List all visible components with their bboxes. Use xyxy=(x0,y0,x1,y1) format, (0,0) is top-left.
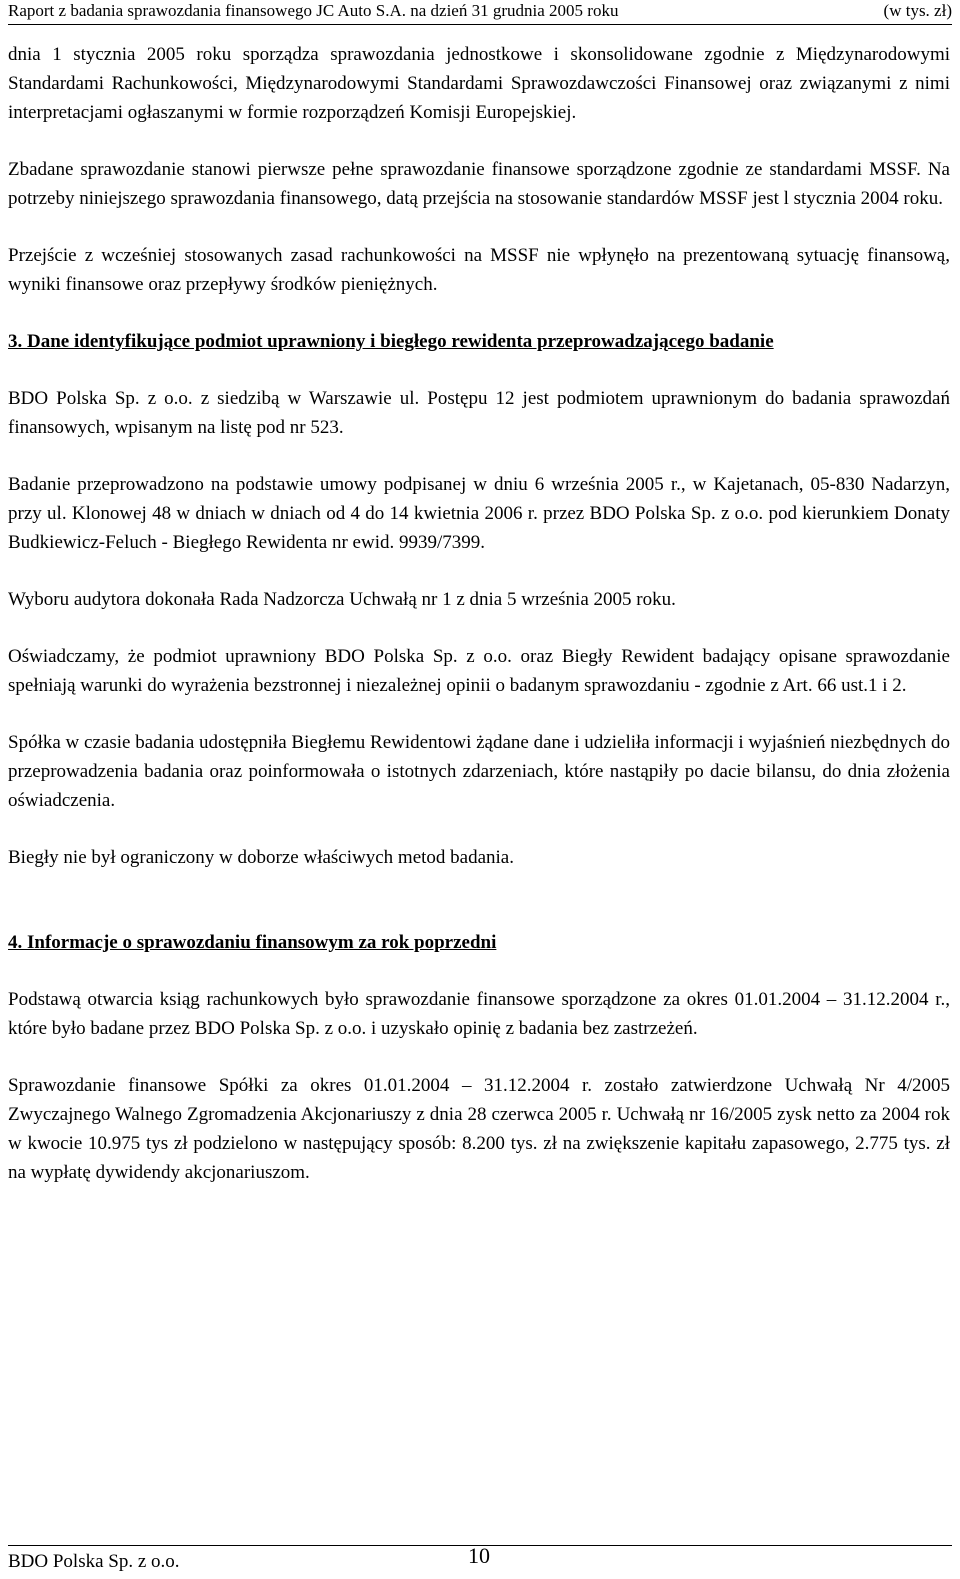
spacer xyxy=(8,900,950,928)
paragraph-standards: dnia 1 stycznia 2005 roku sporządza sprawozdania jednostkowe i skonsolidowane zgodnie z Międzynarodowymi Standardami Rachunkowości, Międzynarodowymi Standardami Sprawozdawczości Finansowej oraz związanymi z nimi interpretacjami ogłaszanymi w formie rozporządzeń Komisji Europejskiej. xyxy=(8,44,950,123)
paragraph-methods: Biegły nie był ograniczony w doborze właściwych metod badania. xyxy=(8,847,514,868)
paragraph-first-mssf: Zbadane sprawozdanie stanowi pierwsze pełne sprawozdanie finansowe sporządzone zgodnie ze standardami MSSF. Na potrzeby niniejszego sprawozdania finansowego, datą przejścia na stosowanie standardów MSSF jest l stycznia 2004 roku. xyxy=(8,159,950,209)
header-title: Raport z badania sprawozdania finansowego JC Auto S.A. na dzień 31 grudnia 2005 roku xyxy=(8,1,619,20)
footer-company: BDO Polska Sp. z o.o. xyxy=(8,1551,180,1572)
page-header xyxy=(8,0,952,25)
paragraph-transition: Przejście z wcześniej stosowanych zasad rachunkowości na MSSF nie wpłynęło na prezentowaną sytuację finansową, wyniki finansowe oraz przepływy środków pieniężnych. xyxy=(8,245,950,295)
paragraph-information: Spółka w czasie badania udostępniła Biegłemu Rewidentowi żądane dane i udzieliła informacji i wyjaśnień niezbędnych do przeprowadzenia badania oraz poinformowała o istotnych zdarzeniach, które nastąpiły po dacie bilansu, do dnia złożenia oświadczenia. xyxy=(8,732,950,811)
document-body xyxy=(8,40,950,1215)
paragraph-approval: Sprawozdanie finansowe Spółki za okres 01.01.2004 – 31.12.2004 r. zostało zatwierdzone Uchwałą Nr 4/2005 Zwyczajnego Walnego Zgromadzenia Akcjonariuszy z dnia 28 czerwca 2005 r. Uchwałą nr 16/2005 zysk netto za 2004 rok w kwocie 10.975 tys zł podzielono w następujący sposób: 8.200 tys. zł na zwiększenie kapitału zapasowego, 2.775 tys. zł na wypłatę dywidendy akcjonariuszom. xyxy=(8,1075,950,1183)
page-footer xyxy=(8,1545,952,1576)
paragraph-audit-contract: Badanie przeprowadzono na podstawie umowy podpisanej w dniu 6 września 2005 r., w Kajetanach, 05-830 Nadarzyn, przy ul. Klonowej 48 w dniach w dniach od 4 do 14 kwietnia 2006 r. przez BDO Polska Sp. z o.o. pod kierunkiem Donaty Budkiewicz-Feluch - Biegłego Rewidenta nr ewid. 9939/7399. xyxy=(8,474,950,553)
paragraph-auditor-choice: Wyboru audytora dokonała Rada Nadzorcza Uchwałą nr 1 z dnia 5 września 2005 roku. xyxy=(8,589,676,610)
section-3-heading: 3. Dane identyfikujące podmiot uprawniony i biegłego rewidenta przeprowadzającego badanie xyxy=(8,331,774,352)
page-number: 10 xyxy=(468,1543,490,1568)
paragraph-bdo-entity: BDO Polska Sp. z o.o. z siedzibą w Warszawie ul. Postępu 12 jest podmiotem uprawnionym do badania sprawozdań finansowych, wpisanym na listę pod nr 523. xyxy=(8,388,950,438)
paragraph-independence: Oświadczamy, że podmiot uprawniony BDO Polska Sp. z o.o. oraz Biegły Rewident badający opisane sprawozdanie spełniają warunki do wyrażenia bezstronnej i niezależnej opinii o badanym sprawozdaniu - zgodnie z Art. 66 ust.1 i 2. xyxy=(8,646,950,696)
paragraph-opening-books: Podstawą otwarcia ksiąg rachunkowych było sprawozdanie finansowe sporządzone za okres 01.01.2004 – 31.12.2004 r., które było badane przez BDO Polska Sp. z o.o. i uzyskało opinię z badania bez zastrzeżeń. xyxy=(8,989,950,1039)
section-4-heading: 4. Informacje o sprawozdaniu finansowym za rok poprzedni xyxy=(8,932,497,953)
header-unit: (w tys. zł) xyxy=(883,1,952,20)
